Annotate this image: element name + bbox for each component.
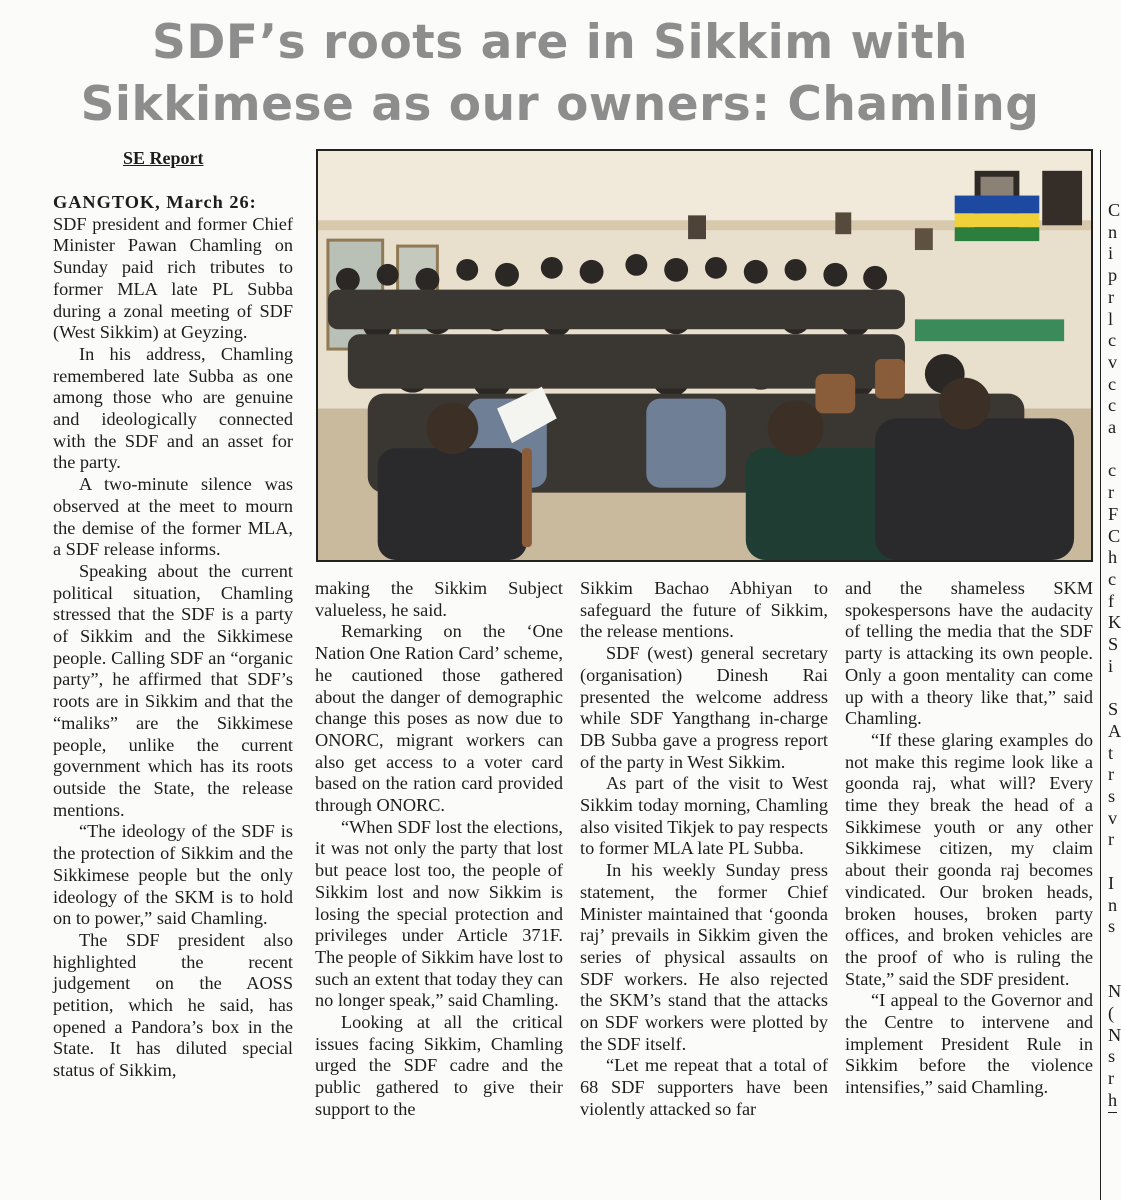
fragment-letter: r [1108, 1068, 1115, 1089]
fragment-letter: N [1108, 981, 1121, 1002]
fragment-letter: ( [1108, 1003, 1115, 1024]
paragraph: “When SDF lost the elections, it was not only the party that lost but peace lost too, the people of Sikkim lost and now Sikkim is losing the special protection and privileges under Article 371F. The people of Sikkim have lost to such an extent that today they can no longer speak,” said Chamling. [315, 816, 563, 1011]
fragment-letter: h [1108, 547, 1118, 568]
fragment-letter: F [1108, 503, 1119, 524]
article-column-2 [315, 578, 563, 1121]
fragment-letter: a [1108, 417, 1117, 438]
fragment-letter: r [1108, 829, 1115, 850]
fragment-letter: f [1108, 590, 1115, 611]
paragraph: “Let me repeat that a total of 68 SDF supporters have been violently attacked so far [580, 1055, 828, 1119]
fragment-letter: s [1108, 785, 1116, 806]
paragraph: As part of the visit to West Sikkim today morning, Chamling also visited Tikjek to pay respects to former MLA late PL Subba. [580, 773, 828, 859]
paragraph: and the shameless SKM spokespersons have the audacity of telling the media that the SDF party is attacking its own people. Only a goon mentality can come up with a theory like that,” said Chamling. [845, 578, 1093, 729]
fragment-letter: C [1108, 525, 1121, 546]
paragraph: Remarking on the ‘One Nation One Ration Card’ scheme, he cautioned those gathered about the danger of demographic change this poses as now due to ONORC, migrant workers can also get access to a voter card based on the ration card provided through ONORC. [315, 621, 563, 816]
fragment-letter: r [1108, 482, 1115, 503]
meeting-photo-icon [318, 151, 1091, 560]
paragraph: In his address, Chamling remembered late Subba as one among those who are genuine and ideologically connected with the SDF and an asset for the party. [53, 343, 293, 473]
fragment-letter: c [1108, 373, 1117, 394]
fragment-letter: K [1108, 612, 1121, 633]
paragraph: SDF (west) general secretary (organisation) Dinesh Rai presented the welcome address while SDF Yangthang in-charge DB Subba gave a progress report of the party in West Sikkim. [580, 643, 828, 772]
headline-line-1: SDF’s roots are in Sikkim with [151, 15, 969, 70]
headline [40, 12, 1080, 136]
fragment-letter: c [1108, 330, 1117, 351]
fragment-letter: S [1108, 634, 1119, 655]
paragraph: “The ideology of the SDF is the protection of Sikkim and the Sikkimese people but the only ideology of the SKM is to hold on to power,” said Chamling. [53, 821, 293, 929]
fragment-letter: r [1108, 286, 1115, 307]
fragment-letter: p [1108, 265, 1118, 286]
fragment-letter: s [1108, 916, 1116, 937]
fragment-letter: c [1108, 568, 1117, 589]
fragment-letter: c [1108, 460, 1117, 481]
fragment-letter: v [1108, 351, 1118, 372]
fragment-letter: I [1108, 872, 1115, 893]
paragraph: The SDF president also highlighted the recent judgement on the AOSS petition, which he said, has opened a Pandora’s box in the State. It has diluted special status of Sikkim, [53, 929, 293, 1081]
paragraph: Sikkim Bachao Abhiyan to safeguard the future of Sikkim, the release mentions. [580, 578, 828, 642]
paragraph: making the Sikkim Subject valueless, he said. [315, 578, 563, 620]
paragraph [53, 192, 293, 344]
paragraph: A two-minute silence was observed at the meet to mourn the demise of the former MLA, a SDF release informs. [53, 474, 293, 560]
fragment-letter: s [1108, 1046, 1116, 1067]
fragment-letter: l [1108, 308, 1114, 329]
fragment-letter: C [1108, 200, 1121, 220]
fragment-letter [1108, 439, 1121, 461]
meeting-photo [316, 149, 1093, 562]
fragment-letter: i [1108, 655, 1114, 676]
fragment-letter: n [1108, 221, 1118, 242]
fragment-letter [1108, 938, 1121, 960]
paragraph: “I appeal to the Governor and the Centre to intervene and implement President Rule in Sikkim before the violence intensifies,” said Chamling. [845, 990, 1093, 1098]
article-column-3 [580, 578, 828, 1121]
headline-line-2: Sikkimese as our owners: Chamling [80, 77, 1040, 132]
paragraph-text: SDF president and former Chief Minister Pawan Chamling on Sunday paid rich tributes to former MLA late PL Subba during a zonal meeting of SDF (West Sikkim) at Geyzing. [53, 213, 293, 343]
fragment-letter [1108, 677, 1121, 699]
fragment-letter: c [1108, 395, 1117, 416]
column-divider [1108, 1112, 1117, 1113]
fragment-letter: S [1108, 699, 1119, 720]
paragraph: Looking at all the critical issues facing Sikkim, Chamling urged the SDF cadre and the public gathered to give their support to the [315, 1012, 563, 1119]
fragment-letter: A [1108, 720, 1121, 741]
dateline: GANGTOK, March 26: [53, 192, 257, 212]
fragment-letter: n [1108, 894, 1118, 915]
article-column-4 [845, 578, 1093, 1099]
paragraph: In his weekly Sunday press statement, the former Chief Minister maintained that ‘goonda raj’ prevails in Sikkim given the series of physical assaults on SDF workers. He also rejected the SKM’s stand that the attacks on SDF workers were plotted by the SDF itself. [580, 860, 828, 1054]
byline: SE Report [123, 148, 204, 168]
fragment-letter [1108, 851, 1121, 873]
fragment-letter: h [1108, 1089, 1118, 1110]
fragment-letter: i [1108, 243, 1114, 264]
fragment-letter: N [1108, 1024, 1121, 1045]
article-column-1 [53, 192, 293, 1082]
fragment-letter: t [1108, 742, 1114, 763]
fragment-letter: r [1108, 764, 1115, 785]
adjacent-article-fragment [1108, 200, 1121, 1112]
column-divider [1100, 150, 1101, 1200]
fragment-letter [1108, 960, 1121, 982]
paragraph: “If these glaring examples do not make this regime look like a goonda raj, what will? Every time they break the head of a Sikkimese youth or any other Sikkimese citizen, my claim about their goonda raj becomes vindicated. Our broken heads, broken houses, broken party offices, and broken vehicles are the proof of who is ruling the State,” said the SDF president. [845, 729, 1093, 989]
paragraph: Speaking about the current political situation, Chamling stressed that the SDF is a party of Sikkim and the Sikkimese people. Calling SDF an “organic party”, he affirmed that SDF’s roots are in Sikkim and that the “maliks” are the Sikkimese people, unlike the current government which has its roots outside the State, the release mentions. [53, 560, 293, 820]
fragment-letter: v [1108, 807, 1118, 828]
